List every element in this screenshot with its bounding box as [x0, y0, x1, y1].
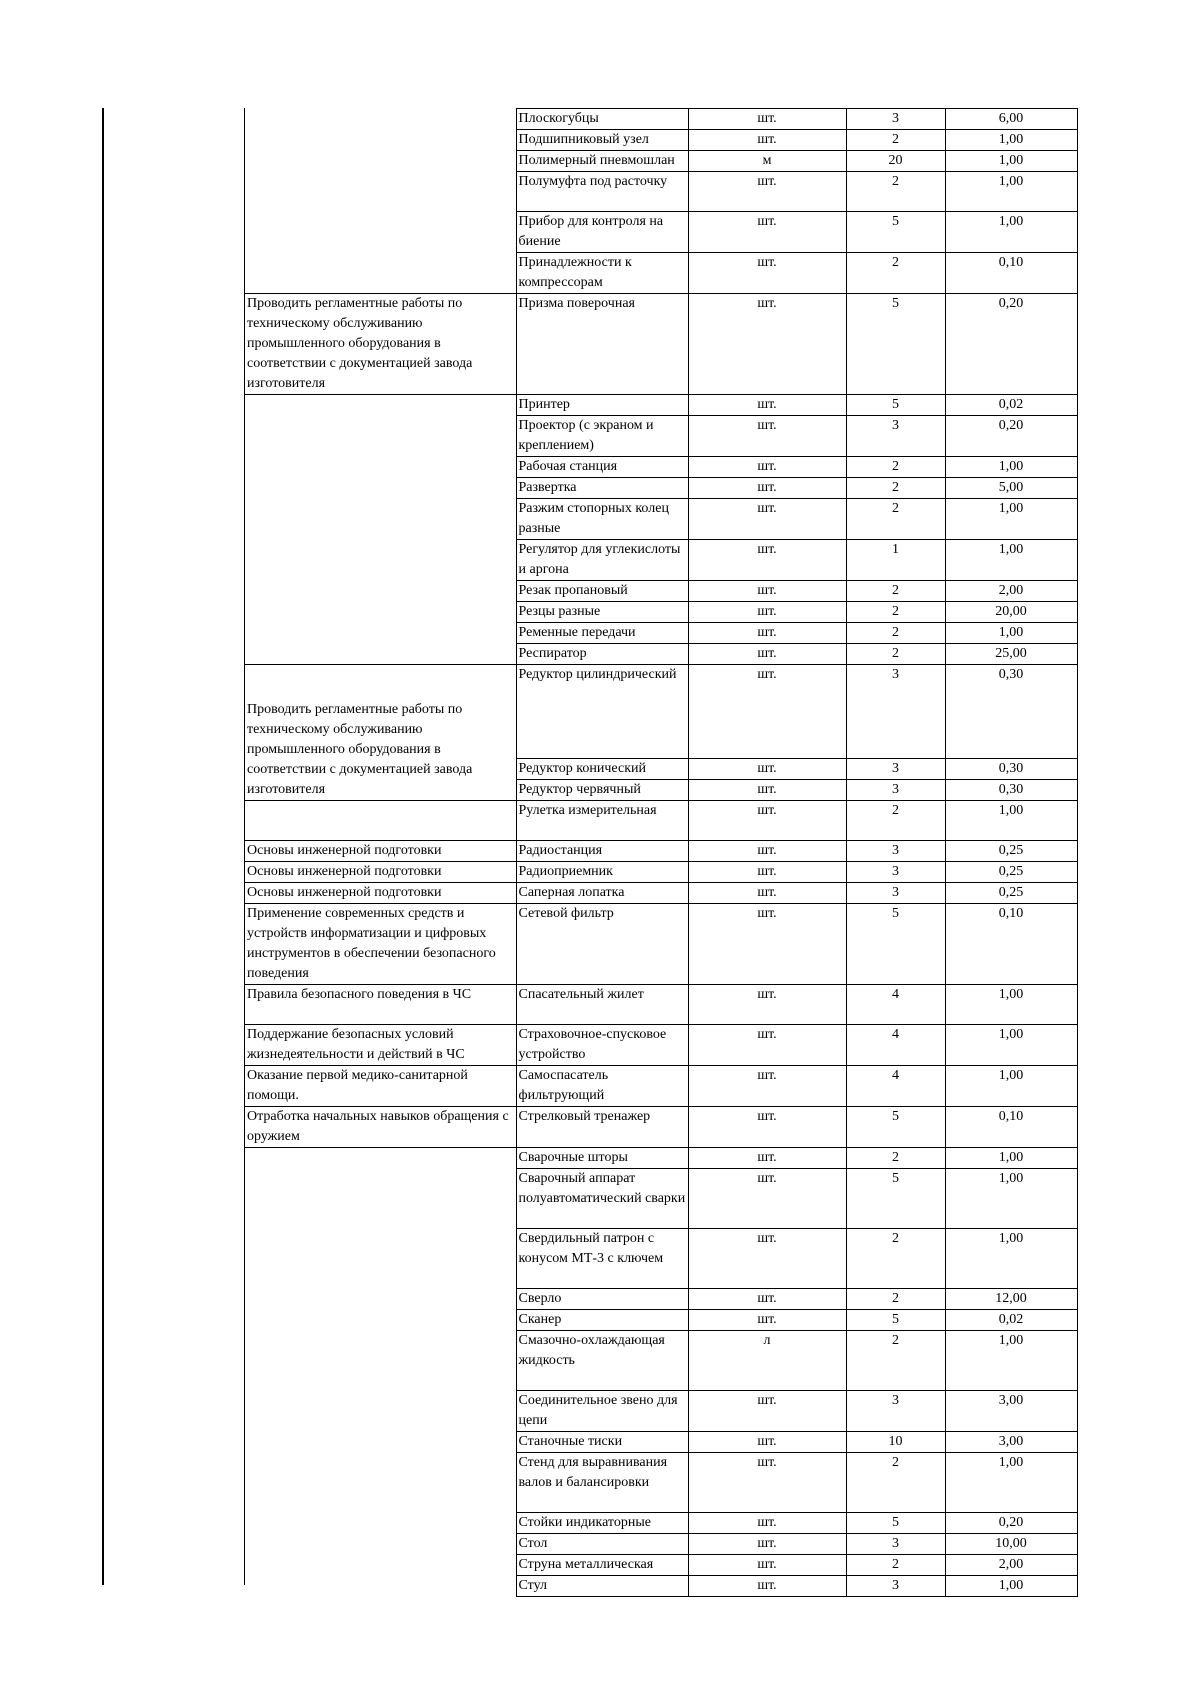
quantity-cell: 2 [846, 623, 945, 644]
unit-cell: л [688, 1331, 846, 1391]
unit-cell: шт. [688, 1229, 846, 1289]
quantity-cell: 3 [846, 1534, 945, 1555]
topic-cell: Проводить регламентные работы по техническому обслуживанию промышленного оборудования в соответствии с документацией завода изготовителя [245, 294, 516, 395]
item-name-cell: Сетевой фильтр [516, 904, 688, 985]
item-name-cell: Сверло [516, 1289, 688, 1310]
topic-cell: Основы инженерной подготовки [245, 841, 516, 862]
table-row [245, 665, 1077, 759]
item-name-cell: Регулятор для углекислоты и аргона [516, 540, 688, 581]
item-name-cell: Стенд для выравнивания валов и балансировки [516, 1453, 688, 1513]
norm-cell: 0,02 [945, 1310, 1077, 1331]
unit-cell: шт. [688, 665, 846, 759]
quantity-cell: 2 [846, 457, 945, 478]
quantity-cell: 1 [846, 540, 945, 581]
quantity-cell: 4 [846, 1025, 945, 1066]
quantity-cell: 3 [846, 759, 945, 780]
unit-cell: шт. [688, 862, 846, 883]
unit-cell: шт. [688, 212, 846, 253]
quantity-cell: 5 [846, 1107, 945, 1148]
quantity-cell: 4 [846, 985, 945, 1025]
norm-cell: 1,00 [945, 130, 1077, 151]
norm-cell: 25,00 [945, 644, 1077, 665]
norm-cell: 1,00 [945, 457, 1077, 478]
item-name-cell: Радиостанция [516, 841, 688, 862]
table-row [245, 862, 1077, 883]
norm-cell: 1,00 [945, 623, 1077, 644]
unit-cell: шт. [688, 883, 846, 904]
unit-cell: шт. [688, 499, 846, 540]
norm-cell: 1,00 [945, 1148, 1077, 1169]
norm-cell: 1,00 [945, 212, 1077, 253]
quantity-cell: 2 [846, 602, 945, 623]
topic-cell: Основы инженерной подготовки [245, 883, 516, 904]
item-name-cell: Принадлежности к компрессорам [516, 253, 688, 294]
norm-cell: 1,00 [945, 1066, 1077, 1107]
item-name-cell: Призма поверочная [516, 294, 688, 395]
quantity-cell: 3 [846, 416, 945, 457]
unit-cell: шт. [688, 1391, 846, 1432]
quantity-cell: 2 [846, 253, 945, 294]
item-name-cell: Смазочно-охлаждающая жидкость [516, 1331, 688, 1391]
topic-cell [245, 395, 516, 665]
norm-cell: 6,00 [945, 109, 1077, 130]
item-name-cell: Радиоприемник [516, 862, 688, 883]
table-row [245, 109, 1077, 130]
unit-cell: шт. [688, 109, 846, 130]
unit-cell: шт. [688, 759, 846, 780]
item-name-cell: Подшипниковый узел [516, 130, 688, 151]
norm-cell: 3,00 [945, 1391, 1077, 1432]
item-name-cell: Соединительное звено для цепи [516, 1391, 688, 1432]
item-name-cell: Самоспасатель фильтрующий [516, 1066, 688, 1107]
quantity-cell: 3 [846, 883, 945, 904]
unit-cell: шт. [688, 841, 846, 862]
item-name-cell: Редуктор конический [516, 759, 688, 780]
norm-cell: 0,30 [945, 759, 1077, 780]
table-row [245, 395, 1077, 416]
quantity-cell: 5 [846, 1310, 945, 1331]
quantity-cell: 4 [846, 1066, 945, 1107]
quantity-cell: 3 [846, 841, 945, 862]
table-row [245, 1148, 1077, 1169]
item-name-cell: Прибор для контроля на биение [516, 212, 688, 253]
unit-cell: шт. [688, 478, 846, 499]
unit-cell: шт. [688, 172, 846, 212]
norm-cell: 0,20 [945, 1513, 1077, 1534]
unit-cell: шт. [688, 253, 846, 294]
equipment-table [245, 108, 1078, 1597]
norm-cell: 0,25 [945, 883, 1077, 904]
table-row [245, 294, 1077, 395]
norm-cell: 1,00 [945, 1453, 1077, 1513]
norm-cell: 1,00 [945, 540, 1077, 581]
quantity-cell: 2 [846, 1289, 945, 1310]
norm-cell: 1,00 [945, 499, 1077, 540]
norm-cell: 0,20 [945, 416, 1077, 457]
unit-cell: шт. [688, 1169, 846, 1229]
norm-cell: 0,10 [945, 904, 1077, 985]
norm-cell: 1,00 [945, 1169, 1077, 1229]
item-name-cell: Стул [516, 1576, 688, 1597]
unit-cell: шт. [688, 581, 846, 602]
unit-cell: шт. [688, 294, 846, 395]
quantity-cell: 2 [846, 1148, 945, 1169]
quantity-cell: 3 [846, 1576, 945, 1597]
item-name-cell: Свердильный патрон с конусом МТ-3 с ключем [516, 1229, 688, 1289]
unit-cell: м [688, 151, 846, 172]
topic-cell: Основы инженерной подготовки [245, 862, 516, 883]
norm-cell: 1,00 [945, 1576, 1077, 1597]
quantity-cell: 2 [846, 499, 945, 540]
norm-cell: 10,00 [945, 1534, 1077, 1555]
norm-cell: 1,00 [945, 1331, 1077, 1391]
quantity-cell: 20 [846, 151, 945, 172]
quantity-cell: 3 [846, 109, 945, 130]
unit-cell: шт. [688, 1555, 846, 1576]
quantity-cell: 3 [846, 780, 945, 801]
quantity-cell: 2 [846, 1331, 945, 1391]
quantity-cell: 2 [846, 130, 945, 151]
quantity-cell: 10 [846, 1432, 945, 1453]
item-name-cell: Резцы разные [516, 602, 688, 623]
quantity-cell: 5 [846, 395, 945, 416]
norm-cell: 0,30 [945, 665, 1077, 759]
item-name-cell: Страховочное-спусковое устройство [516, 1025, 688, 1066]
item-name-cell: Разжим стопорных колец разные [516, 499, 688, 540]
item-name-cell: Ременные передачи [516, 623, 688, 644]
norm-cell: 1,00 [945, 801, 1077, 841]
item-name-cell: Стол [516, 1534, 688, 1555]
item-name-cell: Плоскогубцы [516, 109, 688, 130]
norm-cell: 3,00 [945, 1432, 1077, 1453]
unit-cell: шт. [688, 1576, 846, 1597]
unit-cell: шт. [688, 1534, 846, 1555]
unit-cell: шт. [688, 1289, 846, 1310]
topic-text: Проводить регламентные работы по техническому обслуживанию промышленного оборудования в соответствии с документацией завода изготовителя [247, 702, 473, 797]
unit-cell: шт. [688, 1453, 846, 1513]
unit-cell: шт. [688, 985, 846, 1025]
norm-cell: 12,00 [945, 1289, 1077, 1310]
item-name-cell: Сканер [516, 1310, 688, 1331]
item-name-cell: Сварочные шторы [516, 1148, 688, 1169]
unit-cell: шт. [688, 1513, 846, 1534]
item-name-cell: Проектор (с экраном и креплением) [516, 416, 688, 457]
topic-cell [245, 665, 516, 801]
item-name-cell: Полимерный пневмошлан [516, 151, 688, 172]
norm-cell: 0,02 [945, 395, 1077, 416]
item-name-cell: Станочные тиски [516, 1432, 688, 1453]
item-name-cell: Рулетка измерительная [516, 801, 688, 841]
topic-cell: Правила безопасного поведения в ЧС [245, 985, 516, 1025]
item-name-cell: Полумуфта под расточку [516, 172, 688, 212]
quantity-cell: 2 [846, 581, 945, 602]
item-name-cell: Струна металлическая [516, 1555, 688, 1576]
unit-cell: шт. [688, 644, 846, 665]
topic-cell: Оказание первой медико-санитарной помощи. [245, 1066, 516, 1107]
norm-cell: 20,00 [945, 602, 1077, 623]
quantity-cell: 3 [846, 665, 945, 759]
norm-cell: 2,00 [945, 1555, 1077, 1576]
unit-cell: шт. [688, 1432, 846, 1453]
item-name-cell: Редуктор червячный [516, 780, 688, 801]
item-name-cell: Саперная лопатка [516, 883, 688, 904]
item-name-cell: Принтер [516, 395, 688, 416]
table-row [245, 841, 1077, 862]
table-row [245, 1025, 1077, 1066]
norm-cell: 1,00 [945, 151, 1077, 172]
quantity-cell: 5 [846, 1169, 945, 1229]
topic-cell [245, 109, 516, 294]
quantity-cell: 2 [846, 172, 945, 212]
item-name-cell: Респиратор [516, 644, 688, 665]
unit-cell: шт. [688, 602, 846, 623]
topic-cell: Отработка начальных навыков обращения с оружием [245, 1107, 516, 1148]
unit-cell: шт. [688, 1025, 846, 1066]
unit-cell: шт. [688, 780, 846, 801]
table-row [245, 1107, 1077, 1148]
quantity-cell: 2 [846, 801, 945, 841]
quantity-cell: 5 [846, 904, 945, 985]
topic-cell: Поддержание безопасных условий жизнедеятельности и действий в ЧС [245, 1025, 516, 1066]
quantity-cell: 2 [846, 1229, 945, 1289]
quantity-cell: 5 [846, 294, 945, 395]
norm-cell: 0,30 [945, 780, 1077, 801]
item-name-cell: Сварочный аппарат полуавтоматический сварки [516, 1169, 688, 1229]
unit-cell: шт. [688, 457, 846, 478]
item-name-cell: Спасательный жилет [516, 985, 688, 1025]
item-name-cell: Стрелковый тренажер [516, 1107, 688, 1148]
norm-cell: 0,10 [945, 1107, 1077, 1148]
norm-cell: 0,20 [945, 294, 1077, 395]
table-row [245, 801, 1077, 841]
equipment-table-body [245, 109, 1077, 1597]
quantity-cell: 2 [846, 1555, 945, 1576]
quantity-cell: 3 [846, 862, 945, 883]
item-name-cell: Резак пропановый [516, 581, 688, 602]
topic-cell: Применение современных средств и устройств информатизации и цифровых инструментов в обеспечении безопасного поведения [245, 904, 516, 985]
table-row [245, 985, 1077, 1025]
unit-cell: шт. [688, 1310, 846, 1331]
item-name-cell: Редуктор цилиндрический [516, 665, 688, 759]
norm-cell: 1,00 [945, 985, 1077, 1025]
norm-cell: 0,10 [945, 253, 1077, 294]
unit-cell: шт. [688, 1107, 846, 1148]
unit-cell: шт. [688, 395, 846, 416]
quantity-cell: 2 [846, 644, 945, 665]
item-name-cell: Развертка [516, 478, 688, 499]
topic-cell [245, 801, 516, 841]
unit-cell: шт. [688, 1148, 846, 1169]
norm-cell: 2,00 [945, 581, 1077, 602]
item-name-cell: Стойки индикаторные [516, 1513, 688, 1534]
left-margin-line [102, 108, 104, 1585]
unit-cell: шт. [688, 904, 846, 985]
norm-cell: 5,00 [945, 478, 1077, 499]
unit-cell: шт. [688, 1066, 846, 1107]
item-name-cell: Рабочая станция [516, 457, 688, 478]
table-row [245, 904, 1077, 985]
unit-cell: шт. [688, 801, 846, 841]
quantity-cell: 2 [846, 1453, 945, 1513]
norm-cell: 0,25 [945, 841, 1077, 862]
norm-cell: 1,00 [945, 1025, 1077, 1066]
norm-cell: 1,00 [945, 172, 1077, 212]
quantity-cell: 5 [846, 212, 945, 253]
quantity-cell: 5 [846, 1513, 945, 1534]
quantity-cell: 3 [846, 1391, 945, 1432]
unit-cell: шт. [688, 416, 846, 457]
quantity-cell: 2 [846, 478, 945, 499]
norm-cell: 1,00 [945, 1229, 1077, 1289]
topic-cell [245, 1148, 516, 1597]
unit-cell: шт. [688, 130, 846, 151]
norm-cell: 0,25 [945, 862, 1077, 883]
table-row [245, 883, 1077, 904]
unit-cell: шт. [688, 623, 846, 644]
table-row [245, 1066, 1077, 1107]
unit-cell: шт. [688, 540, 846, 581]
